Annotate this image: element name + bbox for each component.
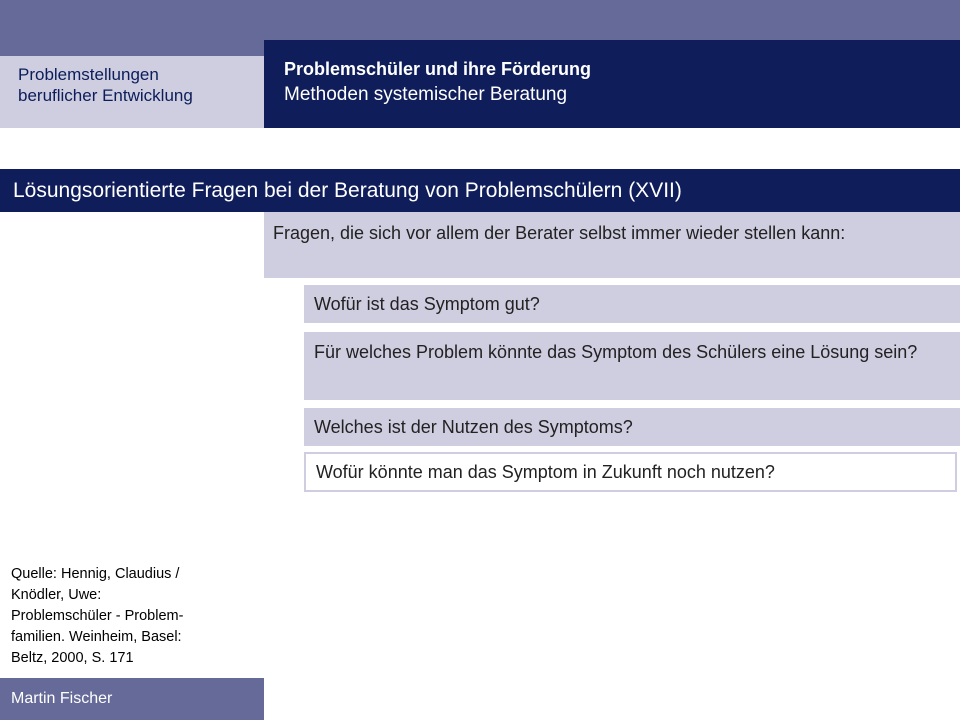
source-line-1: Quelle: Hennig, Claudius / [11, 566, 180, 582]
question-3: Welches ist der Nutzen des Symptoms? [304, 408, 960, 446]
slide-title: Problemschüler und ihre Förderung [284, 59, 592, 79]
slide-subtitle: Methoden systemischer Beratung [284, 84, 568, 105]
intro-text: Fragen, die sich vor allem der Berater selbst immer wieder stellen kann: [264, 212, 960, 278]
section-label-line-2: beruflicher Entwicklung [18, 86, 193, 105]
author-footer: Martin Fischer [0, 678, 264, 720]
section-label [0, 56, 264, 128]
section-label-line-1: Problemstellungen [18, 65, 159, 84]
top-left-accent [0, 40, 264, 56]
source-citation [11, 564, 263, 669]
question-2: Für welches Problem könnte das Symptom des Schülers eine Lösung sein? [304, 332, 960, 400]
source-line-5: Beltz, 2000, S. 171 [11, 650, 134, 666]
slide-heading: Lösungsorientierte Fragen bei der Beratung von Problemschülern (XVII) [0, 169, 960, 212]
question-4: Wofür könnte man das Symptom in Zukunft noch nutzen? [304, 452, 957, 492]
title-block [264, 40, 960, 128]
top-banner [0, 0, 960, 40]
source-line-3: Problemschüler - Problem- [11, 608, 184, 624]
question-1: Wofür ist das Symptom gut? [304, 285, 960, 323]
source-line-2: Knödler, Uwe: [11, 587, 102, 603]
source-line-4: familien. Weinheim, Basel: [11, 629, 182, 645]
